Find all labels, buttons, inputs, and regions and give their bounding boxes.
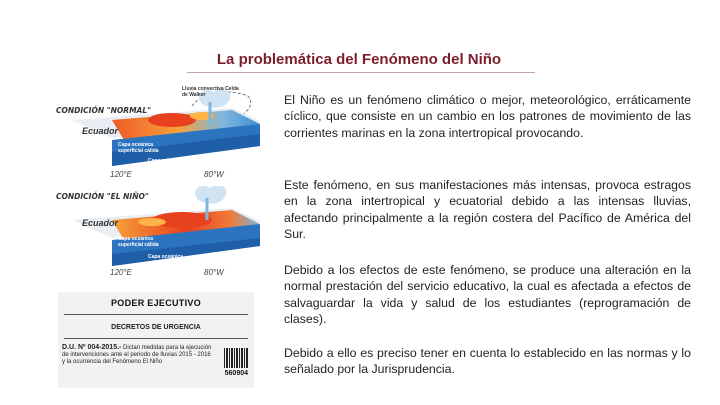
lon-right-normal: 80°W	[204, 170, 224, 179]
decree-section: DECRETOS DE URGENCIA	[111, 324, 201, 331]
decree-description: Dictan medidas para la ejecución de intervenciones ante el periodo de lluvias 2015 - 2016 y la ocurrencia del Fenómeno El Niño	[62, 345, 212, 365]
diagram-normal	[52, 86, 270, 182]
cold-layer-label-nino: Capa oceánica subsuperficial fría	[148, 254, 192, 266]
decree-code: D.U. Nº 004-2015.-	[62, 344, 122, 351]
paragraph-1: El Niño es un fenómeno climático o mejor, meteorológico, erráticamente cíclico, que consiste en un cambio en los patrones de movimiento de las corrientes marinas en la zona intertropical provocando.	[284, 93, 691, 140]
illustration-column	[52, 86, 270, 396]
condition-nino-label: CONDICIÓN "EL NIÑO"	[56, 192, 149, 201]
title-block	[183, 50, 535, 70]
condition-normal-label: CONDICIÓN "NORMAL"	[56, 106, 152, 115]
decree-header: PODER EJECUTIVO	[110, 298, 202, 308]
page-title: La problemática del Fenómeno del Niño	[216, 51, 502, 68]
lon-left-nino: 120°E	[110, 268, 132, 277]
ecuador-label-nino: Ecuador	[82, 218, 119, 228]
paragraph-3: Debido a los efectos de este fenómeno, se produce una alteración en la normal prestación del servicio educativo, la cual es afectada a efectos de salvaguardar la vida y salud de los estudiantes (reprogramación de clases).	[284, 263, 691, 327]
paragraph-2: Este fenómeno, en sus manifestaciones más intensas, provoca estragos en la zona intertropical y ecuatorial debido a las intensas lluvias, afectando principalmente a la región costera del Pacífico de América del Sur.	[284, 178, 691, 242]
warm-layer-label-nino: Capa oceánica superficial cálida	[118, 236, 159, 248]
title-underline	[187, 72, 535, 73]
decree-panel	[58, 292, 254, 388]
ecuador-label-normal: Ecuador	[82, 126, 119, 136]
paragraph-4: Debido a ello es preciso tener en cuenta lo establecido en las normas y lo señalado por la Jurisprudencia.	[284, 346, 691, 377]
lon-right-nino: 80°W	[204, 268, 224, 277]
decree-rule-top	[64, 314, 248, 315]
decree-rule-bottom	[64, 338, 248, 339]
walker-cell-label: Lluvia convectiva Celda de Walker	[182, 86, 239, 98]
cold-layer-label-normal: Capa oceánica subsuperficial fría	[148, 158, 192, 170]
decree-text	[62, 344, 212, 366]
diagram-nino	[52, 186, 270, 282]
decree-number: 560904	[224, 370, 248, 377]
lon-left-normal: 120°E	[110, 170, 132, 179]
warm-layer-label-normal: Capa oceánica superficial cálida	[118, 142, 159, 154]
barcode-icon	[224, 348, 248, 368]
